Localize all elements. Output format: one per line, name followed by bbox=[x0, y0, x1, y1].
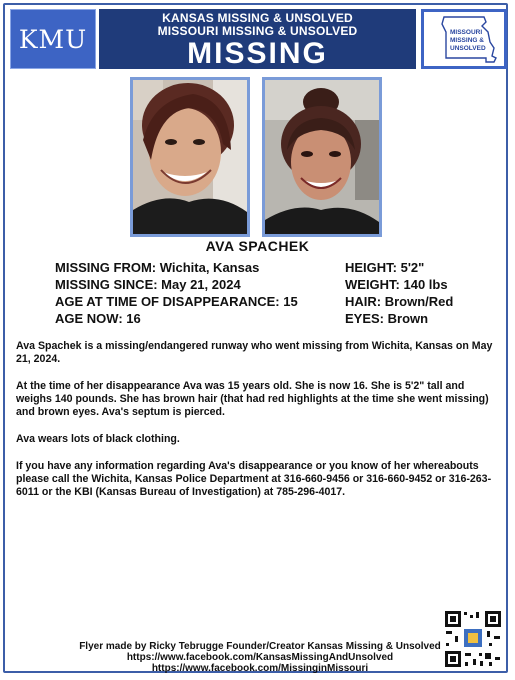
age-at-disappearance: AGE AT TIME OF DISAPPEARANCE: 15 bbox=[55, 294, 298, 309]
person-name: AVA SPACHEK bbox=[205, 238, 310, 254]
flyer-credit: Flyer made by Ricky Tebrugge Founder/Creator Kansas Missing & Unsolved bbox=[79, 641, 441, 652]
description-paragraph: Ava wears lots of black clothing. bbox=[16, 433, 180, 446]
description-paragraph: At the time of her disappearance Ava was 15 years old. She is now 16. She is 5'2" tall and weighs 140 pounds. She has brown hair (that had red highlights at the time she went missing) and brown eyes. Ava's septum is pierced. bbox=[16, 379, 489, 419]
header-banner bbox=[99, 9, 416, 69]
details-left-column bbox=[55, 259, 298, 327]
flyer-border bbox=[3, 3, 508, 673]
qr-code-icon[interactable] bbox=[443, 609, 503, 669]
banner-title: MISSING bbox=[187, 37, 328, 70]
banner-line-kansas: KANSAS MISSING & UNSOLVED bbox=[162, 11, 353, 25]
missouri-logo-line1: MISSOURI bbox=[450, 29, 483, 36]
missouri-logo-line2: MISSING & bbox=[450, 37, 484, 44]
description bbox=[16, 340, 498, 513]
details-right-column bbox=[345, 259, 453, 327]
age-now: AGE NOW: 16 bbox=[55, 311, 141, 326]
missouri-logo-line3: UNSOLVED bbox=[450, 45, 486, 52]
facebook-link-kansas[interactable]: https://www.facebook.com/KansasMissingAndUnsolved bbox=[126, 652, 394, 663]
missing-person-photo-2 bbox=[262, 77, 382, 237]
missouri-logo bbox=[421, 9, 507, 69]
hair: HAIR: Brown/Red bbox=[345, 294, 454, 309]
weight: WEIGHT: 140 lbs bbox=[345, 277, 448, 292]
description-paragraph: Ava Spachek is a missing/endangered runway who went missing from Wichita, Kansas on May 21, 2024. bbox=[16, 340, 493, 366]
description-paragraph: If you have any information regarding Ava's disappearance or you know of her whereabouts please call the Wichita, Kansas Police Department at 316-660-9456 or 316-660-9452 or 316-263-6011 or the KBI (Kansas Bureau of Investigation) at 785-296-4017. bbox=[16, 459, 492, 499]
banner-line-missouri: MISSOURI MISSING & UNSOLVED bbox=[157, 24, 358, 38]
missing-person-photo-1 bbox=[130, 77, 250, 237]
eyes: EYES: Brown bbox=[345, 311, 429, 326]
missing-from: MISSING FROM: Wichita, Kansas bbox=[55, 260, 260, 275]
height: HEIGHT: 5'2" bbox=[345, 260, 425, 275]
missing-since: MISSING SINCE: May 21, 2024 bbox=[55, 277, 241, 292]
kmu-logo bbox=[10, 9, 96, 69]
facebook-link-missouri[interactable]: https://www.facebook.com/MissinginMissouri bbox=[151, 663, 369, 674]
footer bbox=[60, 641, 460, 674]
kmu-logo-text: KMU bbox=[18, 24, 88, 54]
